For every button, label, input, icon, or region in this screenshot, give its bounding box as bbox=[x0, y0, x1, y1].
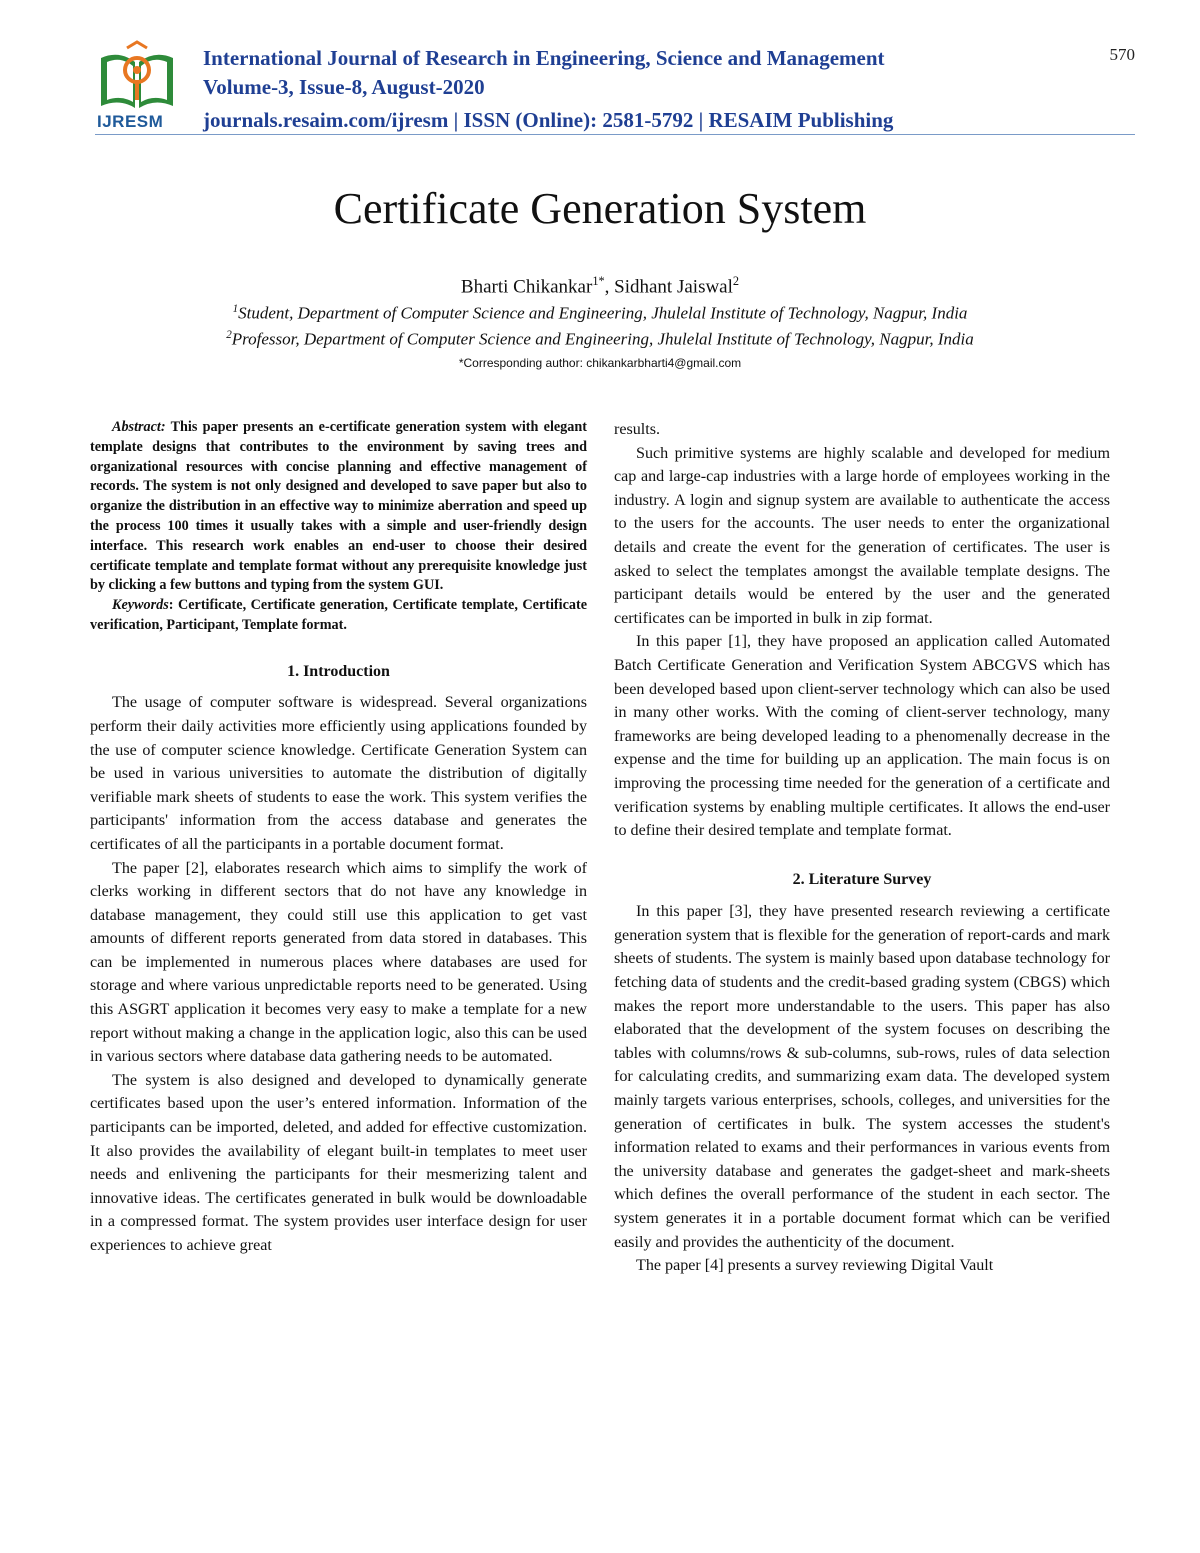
affiliation-1-text: Student, Department of Computer Science and Engineering, Jhulelal Institute of Technology, Nagpur, India bbox=[238, 303, 968, 323]
journal-name: International Journal of Research in Engineering, Science and Management bbox=[203, 46, 885, 70]
author-2: , Sidhant Jaiswal bbox=[604, 276, 733, 298]
abstract bbox=[90, 418, 587, 596]
corresponding-author: *Corresponding author: chikankarbharti4@gmail.com bbox=[458, 356, 742, 370]
keywords bbox=[90, 596, 587, 636]
left-column bbox=[90, 418, 587, 1258]
paragraph: The paper [2], elaborates research which aims to simplify the work of clerks working in different sectors that do not have any knowledge in database management, they could still use this application to get vast amounts of different reports generated from data stored in databases. This can be implemented in numerous places where databases are used for storage and where various unpredictable reports need to be generated. Using this ASGRT application it becomes very easy to make a template for a new report without making a change in the application logic, also this can be used in various sectors where database data gathering needs to be automated. bbox=[90, 859, 587, 1066]
journal-issn: journals.resaim.com/ijresm | ISSN (Online): 2581-5792 | RESAIM Publishing bbox=[203, 108, 894, 132]
right-column bbox=[614, 418, 1110, 1278]
header-divider bbox=[95, 134, 1135, 135]
paragraph: Such primitive systems are highly scalable and developed for medium cap and large-cap industries with a large horde of employees working in the industry. A login and signup system are available to authenticate the access to the users for the accounts. The user needs to enter the organizational details and create the event for the generation of certificates. The user is asked to select the templates amongst the available template designs. The participant details would be entered by the user and the generated certificates can be imported in bulk in zip format. bbox=[614, 444, 1110, 627]
abstract-text: This paper presents an e-certificate generation system with elegant template designs that contributes to the environment by saving trees and organizational resources with concise planning and effective management of records. The system is not only designed and developed to save paper but also to organize the distribution in an effective way to minimize aberration and speed up the process 100 times it usually takes with a simple and user-friendly design interface. This research work enables an end-user to choose their desired certificate template and template format without any prerequisite knowledge just by clicking a few buttons and typing from the system GUI. bbox=[90, 419, 587, 594]
author-2-sup: 2 bbox=[732, 274, 740, 288]
paragraph: results. bbox=[614, 421, 661, 438]
affiliation-2-sup: 2 bbox=[226, 329, 232, 341]
paragraph: In this paper [3], they have presented research reviewing a certificate generation system that is flexible for the generation of report-cards and mark sheets of students. The system is mainly based upon database technology for fetching data of students and the credit-based grading system (CBGS) which makes the report more understandable to the users. This paper has also elaborated that the development of the system focuses on describing the tables with columns/rows & sub-columns, sub-rows, rules of data selection for calculating credits, and summarizing exam data. The developed system mainly targets various enterprises, schools, colleges, and universities for the generation of certificates in bulk. The system accesses the student's information related to exams and their performances in various events from the university database and generates the gadget-sheet and mark-sheets which defines the overall performance of the student in each sector. The system generates it in a portable document format which can be verified easily and provides the authenticity of the document. bbox=[614, 903, 1110, 1251]
paper-title: Certificate Generation System bbox=[333, 184, 867, 233]
journal-header bbox=[95, 40, 1135, 136]
paragraph: In this paper [1], they have proposed an application called Automated Batch Certificate Generation and Verification System ABCGVS which has been developed based upon client-server technology which can also be used in many other works. With the coming of client-server technology, many frameworks are being developed leading to a phenomenally decrease in the expense and the time for building up an application. The main focus is on improving the processing time needed for the generation of a certificate and verification systems by enabling multiple certificates. It allows the end-user to define their desired template and template format. bbox=[614, 633, 1110, 840]
section-heading-introduction: 1. Introduction bbox=[287, 662, 390, 680]
author-1-sup: 1* bbox=[592, 274, 605, 288]
paragraph: The system is also designed and developed to dynamically generate certificates based upon the user’s entered information. Information of the participants can be imported, deleted, and added for effective customization. It also provides the availability of elegant built-in templates to meet user needs and enlivening the participants for their mesmerizing talent and innovative ideas. The certificates generated in bulk would be downloadable in a compressed format. The system provides user interface design for user experiences to achieve great bbox=[90, 1071, 587, 1255]
affiliation-2-text: Professor, Department of Computer Science and Engineering, Jhulelal Institute of Technology, Nagpur, India bbox=[231, 329, 974, 349]
author-1: Bharti Chikankar bbox=[460, 276, 593, 298]
logo-text: IJRESM bbox=[97, 112, 164, 131]
paper-authors bbox=[0, 274, 1200, 298]
journal-volume: Volume-3, Issue-8, August-2020 bbox=[203, 75, 485, 99]
section-heading-literature-survey: 2. Literature Survey bbox=[792, 870, 932, 888]
affiliation-2 bbox=[0, 329, 1200, 350]
affiliation-1-sup: 1 bbox=[232, 303, 239, 315]
affiliation-1 bbox=[0, 303, 1200, 324]
abstract-label: Abstract: bbox=[112, 419, 166, 435]
paragraph: The paper [4] presents a survey reviewing Digital Vault bbox=[636, 1257, 994, 1275]
keywords-label: Keywords bbox=[112, 597, 169, 614]
keywords-text: : Certificate, Certificate generation, Certificate template, Certificate verification, Participant, Template format. bbox=[90, 597, 587, 633]
page-number: 570 bbox=[1109, 45, 1135, 64]
paragraph: The usage of computer software is widespread. Several organizations perform their daily activities more efficiently using applications founded by the use of computer science knowledge. Certificate Generation System can be used in various universities to automate the distribution of digitally verifiable mark sheets of students to ease the work. This system verifies the participants' information from the access database and generates the certificates of all the participants in a portable document format. bbox=[90, 694, 587, 853]
